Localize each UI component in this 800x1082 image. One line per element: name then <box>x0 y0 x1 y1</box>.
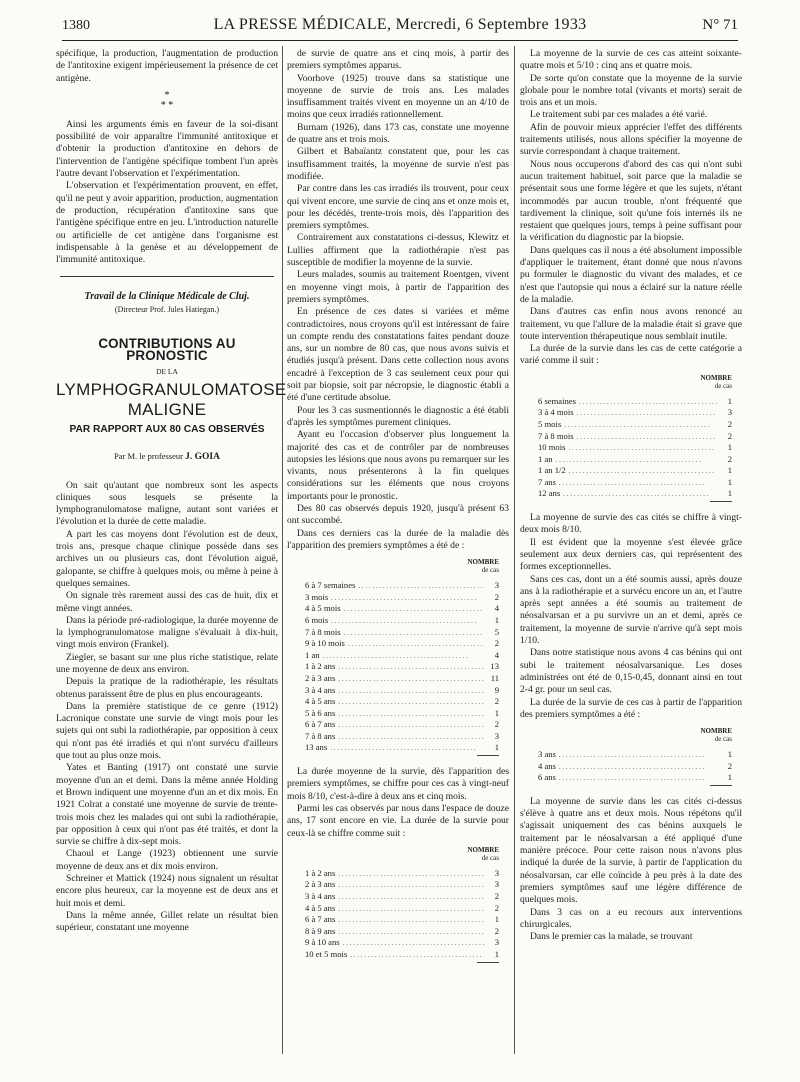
leader-dots <box>343 938 484 949</box>
case-count: 4 <box>494 603 499 614</box>
body-text <box>287 48 509 552</box>
leader-dots <box>338 869 484 880</box>
paragraph: Ziegler, se basant sur une plus riche statistique, relate une moyenne de deux ans environ. <box>56 651 278 675</box>
article-title-main-2: MALIGNE <box>127 399 207 419</box>
paragraph: Schreiner et Mattick (1924) nous signalent un résultat encore plus heureux, car la moyenne est de deux ans et huit mois et demi. <box>56 873 278 909</box>
article-title-line-2: DE LA <box>156 366 178 376</box>
duration-label: 7 à 8 mois <box>538 430 574 441</box>
survival-table-living <box>297 846 499 963</box>
table-end-rule <box>477 755 499 756</box>
leader-dots <box>568 443 717 454</box>
leader-dots <box>563 489 717 500</box>
paragraph: Ayant eu l'occasion d'observer plus longuement la majorité des cas et de contrôler par de nombreuses autopsies les lésions que nous avons pu remarquer sur les vivants, nous présenterons à la fin quelques considérations sur les éléments que nous croyons importants pour le pronostic. <box>287 429 509 502</box>
paragraph: La moyenne de la survie de ces cas atteint soixante-quatre mois et 5/10 : cinq ans et quatre mois. <box>520 48 742 72</box>
body-text <box>520 796 742 944</box>
survival-table-untreated <box>530 374 732 502</box>
leader-dots <box>559 773 717 784</box>
table-row <box>530 431 732 443</box>
table-row <box>530 454 732 466</box>
case-count: 1 <box>727 465 732 476</box>
case-count: 1 <box>494 614 499 625</box>
case-count: 3 <box>494 730 499 741</box>
article-subtitle: PAR RAPPORT AUX 80 CAS OBSERVÉS <box>69 423 265 435</box>
issue-number: N° 71 <box>702 17 738 33</box>
table-row <box>530 396 732 408</box>
paragraph: Gilbert et Babaïantz constatent que, pour les cas insuffisamment traités, la moyenne de survie n'est pas modifiée. <box>287 146 509 182</box>
duration-label: 3 à 4 ans <box>305 684 336 695</box>
table-row <box>297 731 499 743</box>
case-count: 3 <box>727 407 732 418</box>
leader-dots <box>344 628 484 639</box>
duration-label: 3 à 4 ans <box>305 891 336 902</box>
case-count: 1 <box>494 707 499 718</box>
section-separator: * * * <box>160 89 174 111</box>
table-row <box>530 749 732 761</box>
article-title-line-1: CONTRIBUTIONS AU PRONOSTIC <box>98 336 236 364</box>
table-row <box>297 937 499 949</box>
page-number: 1380 <box>62 18 90 33</box>
column-1 <box>56 48 287 935</box>
leader-dots <box>331 616 484 627</box>
table-row <box>297 592 499 604</box>
duration-label: 7 à 8 mois <box>305 626 341 637</box>
paragraph: spécifique, la production, l'augmentation de production de l'antitoxine exigent impérieusement la présence de cet antigène. <box>56 48 278 84</box>
table-row <box>297 719 499 731</box>
leader-dots <box>338 674 484 685</box>
case-count: 9 <box>494 684 499 695</box>
case-count: 3 <box>494 867 499 878</box>
case-count: 2 <box>494 891 499 902</box>
leader-dots <box>559 762 717 773</box>
duration-label: 1 an <box>305 649 320 660</box>
table-row <box>297 949 499 961</box>
leader-dots <box>338 709 484 720</box>
leader-dots <box>323 651 484 662</box>
table-end-rule <box>477 962 499 963</box>
leader-dots <box>564 420 717 431</box>
leader-dots <box>338 720 484 731</box>
body-text <box>56 480 278 935</box>
paragraph: La moyenne de survie dans les cas cités ci-dessus s'élève à quatre ans et deux mois. Nous répétons qu'il s'agissait uniquement des cas bénins auxquels le traitement par le néosalvarsan a été appliqué d'une manière précoce. Pour cette raison nous n'avons plus indiqué la durée de la survie, à partir de l'application du néosalvarsan, car elle coïncide à peu près à la date des premiers symptômes sauf une légère différence de quelques mois. <box>520 795 742 906</box>
paragraph: Dans 3 cas on a eu recours aux interventions chirurgicales. <box>520 906 742 930</box>
table-row <box>297 615 499 627</box>
case-count: 2 <box>494 638 499 649</box>
table-row <box>297 696 499 708</box>
column-3 <box>520 48 742 943</box>
case-count: 2 <box>494 591 499 602</box>
leader-dots <box>338 892 484 903</box>
leader-dots <box>577 408 717 419</box>
duration-label: 10 et 5 mois <box>305 949 348 960</box>
case-count: 1 <box>494 914 499 925</box>
table-row <box>297 868 499 880</box>
duration-label: 6 à 7 ans <box>305 914 336 925</box>
duration-label: 1 à 2 ans <box>305 661 336 672</box>
paragraph: Par contre dans les cas irradiés ils trouvent, pour ceux qui vivent encore, une survie de cinq ans et onze mois et, pour les décédés, trente-trois mois, dès l'apparition des premiers symptômes. <box>287 183 509 232</box>
masthead: LA PRESSE MÉDICALE, Mercredi, 6 Septembre 1933 <box>213 16 587 33</box>
body-text <box>520 512 742 721</box>
leader-dots <box>338 915 484 926</box>
table-row <box>297 914 499 926</box>
leader-dots <box>338 662 484 673</box>
case-count: 1 <box>727 476 732 487</box>
paragraph: Ainsi les arguments émis en faveur de la soi-disant possibilité de voir apparaître l'immunité antitoxique et d'obtenir la production d'antitoxine en dehors de l'intervention de l'antigène spécifique tombent l'un après l'autre devant l'observation et l'expérimentation. <box>56 118 278 180</box>
table-header-sub: de cas <box>714 381 732 390</box>
case-count: 2 <box>727 760 732 771</box>
leader-dots <box>559 750 717 761</box>
duration-label: 8 à 9 ans <box>305 925 336 936</box>
paragraph: Nous nous occuperons d'abord des cas qui n'ont subi aucun traitement habituel, soit parce que la maladie se présentait sous une forme légère et que les sujets, n'étant incommodés par aucun trouble, n'ont fréquenté que tardivement la clinique, soit qu'une fois internés ils ne restaient que quelques jours, temps à peine suffisant pour la vérification du diagnostic par la biopsie. <box>520 158 742 244</box>
table-row <box>530 772 732 784</box>
article-divider <box>60 276 274 277</box>
duration-label: 2 à 3 ans <box>305 879 336 890</box>
case-count: 5 <box>494 626 499 637</box>
leader-dots <box>579 397 717 408</box>
duration-label: 6 à 7 ans <box>305 719 336 730</box>
paragraph: La durée de la survie dans les cas de cette catégorie a varié comme il suit : <box>520 343 742 367</box>
case-count: 1 <box>727 442 732 453</box>
case-count: 2 <box>494 925 499 936</box>
duration-label: 4 à 5 mois <box>305 603 341 614</box>
paragraph: Burnam (1926), dans 173 cas, constate une moyenne de quatre ans et trois mois. <box>287 121 509 146</box>
table-end-rule <box>710 785 732 786</box>
paragraph: Afin de pouvoir mieux apprécier l'effet des différents traitements utilisés, nous allons spécifier la moyenne de survie correspondant à chaque traitement. <box>520 121 742 158</box>
case-count: 1 <box>727 772 732 783</box>
leader-dots <box>559 478 717 489</box>
case-count: 1 <box>727 395 732 406</box>
table-row <box>297 661 499 673</box>
leader-dots <box>338 686 484 697</box>
table-row <box>530 465 732 477</box>
case-count: 3 <box>494 937 499 948</box>
leader-dots <box>331 593 484 604</box>
paragraph: Le traitement subi par ces malades a été varié. <box>530 109 708 121</box>
table-header-sub: de cas <box>481 566 499 575</box>
paragraph: Dans la période pré-radiologique, la durée moyenne de la lymphogranulomatose maligne s'évaluait à dix-huit, vingt mois environ (Frankel). <box>56 614 278 651</box>
leader-dots <box>338 927 484 938</box>
table-header-sub: de cas <box>714 735 732 744</box>
table-row <box>297 650 499 662</box>
paragraph: Dans la même année, Gillet relate un résultat bien supérieur, constatant une moyenne <box>56 909 278 934</box>
table-row <box>530 407 732 419</box>
table-row <box>297 638 499 650</box>
paragraph: Dans notre statistique nous avons 4 cas bénins qui ont subi le traitement néosalvarsanique. Les doses administrées ont été de 0,15-0,45, donnant ainsi en tout 2-4 gr. pour un seul cas. <box>520 647 742 696</box>
duration-label: 5 à 6 ans <box>305 707 336 718</box>
paragraph: Il est évident que la moyenne s'est élevée grâce seulement aux deux derniers cas, qui représentent des formes exceptionnelles. <box>520 536 742 573</box>
table-row <box>530 477 732 489</box>
table-row <box>297 742 499 754</box>
paragraph: Dans d'autres cas enfin nous avons renoncé au traitement, vu que l'allure de la maladie était si grave que toute intervention thérapeutique nous semblait inutile. <box>520 306 742 342</box>
author-name: J. GOIA <box>185 452 220 463</box>
duration-label: 6 ans <box>538 772 556 783</box>
leader-dots <box>338 880 484 891</box>
table-header: NOMBRE <box>467 558 499 567</box>
paragraph: L'observation et l'expérimentation prouvent, en effet, qu'il ne peut y avoir apparition, production, augmentation de production, récupération d'antitoxine sans que l'antigène spécifique entre en jeu. L'introduction naturelle ou artificielle de cet antigène dans l'organisme est indispensable à la genèse et au développement de l'immunité antitoxique. <box>56 180 278 266</box>
paragraph: On sait qu'autant que nombreux sont les aspects cliniques sous lesquels se présente la lymphogranulomatose maligne, autant sont variées et l'évolution et la durée de cette maladie. <box>56 479 278 528</box>
duration-label: 4 ans <box>538 760 556 771</box>
paragraph: Depuis la pratique de la radiothérapie, les résultats obtenus paraissent être de plus en plus encourageants. <box>56 676 278 700</box>
duration-label: 4 à 5 ans <box>305 696 336 707</box>
table-header-sub: de cas <box>481 853 499 862</box>
duration-label: 1 an 1/2 <box>538 465 566 476</box>
duration-label: 1 à 2 ans <box>305 867 336 878</box>
director-note: (Directeur Prof. Jules Hatiegan.) <box>114 304 220 314</box>
column-divider-2 <box>514 46 515 1054</box>
paragraph: La durée de la survie de ces cas à partir de l'apparition des premiers symptômes a été : <box>520 696 742 720</box>
duration-label: 4 à 5 ans <box>305 902 336 913</box>
table-row <box>297 926 499 938</box>
table-row <box>530 442 732 454</box>
column-divider-1 <box>282 46 283 1054</box>
body-text <box>520 48 742 368</box>
leader-dots <box>344 604 484 615</box>
leader-dots <box>569 466 717 477</box>
leader-dots <box>358 581 484 592</box>
duration-label: 2 à 3 ans <box>305 672 336 683</box>
duration-label: 6 semaines <box>538 395 576 406</box>
duration-label: 5 mois <box>538 418 562 429</box>
leader-dots <box>330 743 484 754</box>
table-row <box>297 879 499 891</box>
paragraph: La durée moyenne de la survie, dès l'apparition des premiers symptômes, se chiffre pour ces cas à vingt-neuf mois 8/10, c'est-à-dire à deux ans et cinq mois. <box>287 766 509 802</box>
table-row <box>297 673 499 685</box>
case-count: 2 <box>727 418 732 429</box>
author-line: Par M. le professeur J. GOIA <box>114 451 220 463</box>
header-rule <box>62 40 738 41</box>
table-row <box>297 891 499 903</box>
case-count: 2 <box>494 719 499 730</box>
paragraph: En présence de ces dates si variées et même contradictoires, nous croyons qu'il est intéressant de faire un compte rendu des constatations faites pendant douze ans, sur un nombre de 80 cas, que nous avons suivis et étudiés jusqu'à présent. Dans cette collection nous avons encadré à l'exception de 3 cas seulement ceux pour qui soit par biopsie, soit par nécropsie, le diagnostic établi a été d'une certitude absolue. <box>287 306 509 404</box>
duration-label: 3 ans <box>538 749 556 760</box>
case-count: 2 <box>494 696 499 707</box>
paragraph: La moyenne de survie des cas cités se chiffre à vingt-deux mois 8/10. <box>520 512 742 536</box>
paragraph: Des 80 cas observés depuis 1920, jusqu'à présent 63 ont succombé. <box>287 502 509 527</box>
case-count: 11 <box>490 672 499 683</box>
paragraph: On signale très rarement aussi des cas de huit, dix et même vingt années. <box>56 590 278 614</box>
duration-label: 13 ans <box>305 742 328 753</box>
paragraph: A part les cas moyens dont l'évolution est de deux, trois ans, presque chaque clinique possède dans ses archives un ou plusieurs cas, dont l'évolution aiguë, galopante, se chiffre à quelques mois, ou même à peine à quelques semaines. <box>56 528 278 589</box>
leader-dots <box>348 639 484 650</box>
case-count: 2 <box>494 902 499 913</box>
case-count: 2 <box>727 453 732 464</box>
table-row <box>297 627 499 639</box>
case-count: 3 <box>494 879 499 890</box>
table-header: NOMBRE <box>467 845 499 854</box>
case-count: 1 <box>727 488 732 499</box>
table-end-rule <box>710 501 732 502</box>
paragraph: Sans ces cas, dont un a été soumis aussi, après douze ans à la radiothérapie et a survécu encore un an, et l'autre après sept années a été soumis au traitement de néosalvarsan et a pu survivre un an et demi, après ce traitement, la moyenne de survie n'arrive qu'à sept mois 1/10. <box>520 573 742 647</box>
table-row <box>297 708 499 720</box>
duration-label: 9 à 10 mois <box>305 638 345 649</box>
body-text <box>287 766 509 840</box>
paragraph: Voorhove (1925) trouve dans sa statistique une moyenne de survie de trois ans. Les malades insuffisamment traités vivent en moyenne un an 4/10 de moins que ceux irradiés rationnellement. <box>287 72 509 121</box>
table-row <box>297 580 499 592</box>
case-count: 1 <box>494 742 499 753</box>
duration-label: 3 à 4 mois <box>538 407 574 418</box>
table-row <box>297 903 499 915</box>
survival-table-neosalvarsan <box>530 727 732 786</box>
leader-dots <box>338 904 484 915</box>
leader-dots <box>338 732 484 743</box>
paragraph: Dans quelques cas il nous a été absolument impossible d'appliquer le traitement, étant donné que nous n'avons pu formuler le diagnostic du vivant des malades, et ce n'est que l'autopsie qui nous a éclairé sur la nature réelle de la maladie. <box>520 244 742 305</box>
table-row <box>530 419 732 431</box>
table-row <box>530 488 732 500</box>
case-count: 13 <box>490 661 499 672</box>
table-row <box>297 685 499 697</box>
duration-label: 12 ans <box>538 488 561 499</box>
duration-label: 10 mois <box>538 442 566 453</box>
paragraph: Dans le premier cas la malade, se trouvant <box>530 931 693 943</box>
paragraph: Parmi les cas observés par nous dans l'espace de douze ans, 17 sont encore en vie. La durée de la survie pour ceux-là se chiffre comme suit : <box>287 802 509 839</box>
table-row <box>530 761 732 773</box>
duration-label: 9 à 10 ans <box>305 937 340 948</box>
case-count: 1 <box>727 749 732 760</box>
paragraph: Yates et Banting (1917) ont constaté une survie moyenne d'un an et demi. Dans la même année Holding et Brown indiquent une moyenne d'un an et dix mois. En 1921 Colrat a constaté une moyenne de survie de trente-trois mois chez les malades qui ont subi la radiothérapie, par opposition à ceux qui n'ont pas été traités, et dont la survie se chiffre à dix-sept mois. <box>56 762 278 848</box>
case-count: 1 <box>494 949 499 960</box>
paragraph: de survie de quatre ans et cinq mois, à partir des premiers symptômes apparus. <box>287 48 509 72</box>
case-count: 4 <box>494 649 499 660</box>
duration-label: 6 à 7 semaines <box>305 580 356 591</box>
leader-dots <box>350 950 484 961</box>
duration-label: 7 ans <box>538 476 556 487</box>
leader-dots <box>338 697 484 708</box>
duration-label: 7 à 8 ans <box>305 730 336 741</box>
leader-dots <box>577 432 717 443</box>
leader-dots <box>556 455 717 466</box>
page-header <box>62 14 738 38</box>
paragraph: Dans ces derniers cas la durée de la maladie dès l'apparition des premiers symptômes a été de : <box>287 527 509 551</box>
paragraph: Pour les 3 cas susmentionnés le diagnostic a été établi d'après les symptômes purement cliniques. <box>287 404 509 428</box>
paragraph: Chaoul et Lange (1923) obtiennent une survie moyenne de deux ans et dix mois environ. <box>56 848 278 872</box>
article-title-main: LYMPHOGRANULOMATOSE <box>56 379 287 399</box>
column-2 <box>287 48 509 973</box>
case-count: 3 <box>494 580 499 591</box>
paragraph: Leurs malades, soumis au traitement Roentgen, vivent en moyenne vingt mois, à partir de l'apparition des premiers symptômes. <box>287 269 509 305</box>
paragraph: De sorte qu'on constate que la moyenne de la survie globale pour le nombre total (vivants et morts) serait de trois ans et un mois. <box>520 72 742 109</box>
table-header: NOMBRE <box>700 727 732 736</box>
table-header: NOMBRE <box>700 373 732 382</box>
clinic-affiliation: Travail de la Clinique Médicale de Cluj. <box>84 291 250 303</box>
paragraph: Contrairement aux constatations ci-dessus, Klewitz et Lullies affirment que la radiothérapie n'est pas susceptible de modifier la moyenne de la survie. <box>287 232 509 269</box>
duration-label: 6 mois <box>305 614 329 625</box>
table-row <box>297 603 499 615</box>
case-count: 2 <box>727 430 732 441</box>
duration-label: 3 mois <box>305 591 329 602</box>
paragraph: Dans la première statistique de ce genre (1912) Lacronique constate une survie de vingt mois pour les sujets qui ont subi la radiothérapie, par opposition à ceux qui n'ont pas été irradiés et qui n'ont survécu d'ailleurs que tout au plus onze mois. <box>56 700 278 762</box>
survival-table-deceased <box>297 558 499 756</box>
duration-label: 1 an <box>538 453 553 464</box>
